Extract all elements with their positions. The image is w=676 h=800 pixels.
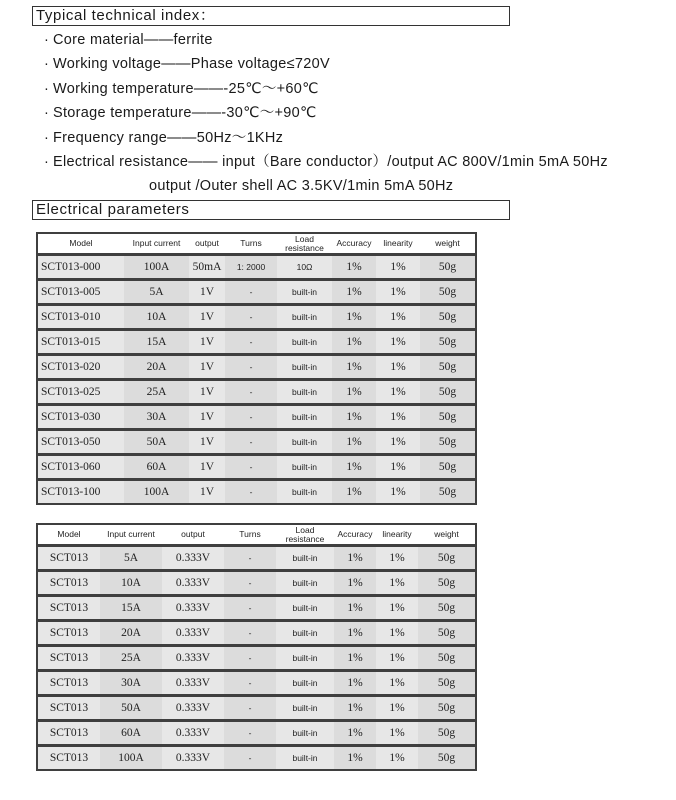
table-cell: 0.333V [162,597,224,619]
table-cell: 1% [376,722,418,744]
table-cell: SCT013 [38,622,100,644]
table-row [38,722,475,744]
table-cell: 1V [189,406,225,428]
table-cell: 0.333V [162,647,224,669]
table-row [38,672,475,694]
table-row [38,456,475,478]
table-cell: 1% [334,572,376,594]
table-cell: 100A [100,747,162,769]
table-cell: - [224,597,276,619]
table-cell: 1% [332,381,376,403]
table-cell: 1V [189,481,225,503]
table-cell: 60A [124,456,189,478]
table-cell: 50g [418,647,475,669]
table-row [38,481,475,503]
table-cell: SCT013-060 [38,456,124,478]
spec-text: Working voltage——Phase voltage≤720V [53,56,330,73]
table-cell: 1% [332,406,376,428]
spec-item-continuation: output /Outer shell AC 3.5KV/1min 5mA 50Hz [149,178,454,195]
table-cell: 100A [124,481,189,503]
table-cell: 1: 2000 [225,256,277,278]
table-cell: SCT013 [38,572,100,594]
table-cell: - [225,331,277,353]
column-header: linearity [376,234,420,253]
table-cell: 1% [376,697,418,719]
table-cell: 50mA [189,256,225,278]
column-header: Load resistance [277,234,332,253]
table-cell: SCT013 [38,722,100,744]
table-cell: - [225,356,277,378]
table-cell: SCT013 [38,672,100,694]
table-row [38,547,475,569]
technical-spec-list [44,28,608,199]
table-cell: SCT013-100 [38,481,124,503]
table-cell: 10A [100,572,162,594]
table-cell: 1% [332,256,376,278]
table-cell: 50g [420,456,475,478]
table-cell: 1% [334,547,376,569]
table-2-header-row [38,525,475,544]
spec-text: Working temperature——-25℃～+60℃ [53,80,319,97]
table-cell: 15A [100,597,162,619]
table-cell: 1% [376,356,420,378]
table-row [38,406,475,428]
table-row [38,356,475,378]
parameters-table-2 [36,523,477,771]
table-cell: 1% [332,431,376,453]
table-row [38,697,475,719]
table-cell: 0.333V [162,622,224,644]
column-header: weight [418,525,475,544]
table-cell: built-in [276,547,334,569]
table-cell: 50g [420,331,475,353]
table-cell: 1% [376,456,420,478]
spec-item: · Working voltage——Phase voltage≤720V [44,56,330,73]
table-cell: built-in [277,406,332,428]
table-cell: - [225,431,277,453]
column-header: Input current [100,525,162,544]
table-row [38,381,475,403]
table-cell: 0.333V [162,672,224,694]
table-cell: 10A [124,306,189,328]
table-1-body [38,234,475,503]
table-cell: 5A [124,281,189,303]
table-cell: - [225,406,277,428]
table-row [38,647,475,669]
table-cell: 1% [334,647,376,669]
table-row [38,256,475,278]
table-cell: 1% [332,281,376,303]
column-header: Model [38,525,100,544]
table-cell: 1% [376,672,418,694]
column-header: Input current [124,234,189,253]
table-cell: 50g [418,622,475,644]
spec-item: · Working temperature——-25℃～+60℃ [44,80,319,97]
table-cell: 1% [376,431,420,453]
table-cell: 5A [100,547,162,569]
column-header: Accuracy [332,234,376,253]
table-cell: 50g [420,306,475,328]
table-cell: 50g [420,356,475,378]
table-cell: 10Ω [277,256,332,278]
table-cell: SCT013-050 [38,431,124,453]
table-cell: - [224,622,276,644]
table-cell: 60A [100,722,162,744]
table-cell: 1% [332,356,376,378]
table-cell: 1V [189,381,225,403]
table-cell: built-in [277,381,332,403]
table-cell: SCT013-025 [38,381,124,403]
table-cell: built-in [276,572,334,594]
table-cell: 50g [418,747,475,769]
table-cell: - [224,722,276,744]
table-cell: 50A [124,431,189,453]
table-cell: 1% [334,722,376,744]
table-cell: built-in [277,481,332,503]
table-cell: - [225,481,277,503]
table-cell: 1% [376,747,418,769]
table-cell: 1V [189,281,225,303]
table-cell: built-in [276,622,334,644]
column-header: weight [420,234,475,253]
table-cell: 50g [418,672,475,694]
column-header: Turns [225,234,277,253]
table-cell: built-in [277,431,332,453]
table-cell: 1% [376,256,420,278]
table-cell: 50g [420,406,475,428]
table-cell: built-in [277,306,332,328]
table-cell: built-in [276,672,334,694]
table-cell: 1V [189,356,225,378]
column-header: linearity [376,525,418,544]
table-cell: - [224,547,276,569]
table-cell: 1% [334,672,376,694]
spec-item: · Storage temperature——-30℃～+90℃ [44,105,317,122]
spec-item: · Electrical resistance—— input（Bare conductor）/output AC 800V/1min 5mA 50Hz [44,153,608,170]
table-cell: - [224,572,276,594]
table-cell: 20A [124,356,189,378]
table-cell: SCT013-030 [38,406,124,428]
table-cell: 1% [376,572,418,594]
table-cell: built-in [276,722,334,744]
table-row [38,572,475,594]
table-cell: 0.333V [162,747,224,769]
table-cell: built-in [277,331,332,353]
table-cell: SCT013-005 [38,281,124,303]
table-row [38,747,475,769]
table-cell: 1% [332,331,376,353]
table-cell: 1V [189,331,225,353]
table-cell: 1% [376,547,418,569]
table-cell: 50g [420,381,475,403]
table-cell: 30A [124,406,189,428]
column-header: Turns [224,525,276,544]
table-cell: 0.333V [162,722,224,744]
table-cell: 1% [376,306,420,328]
table-cell: - [224,747,276,769]
table-cell: 1% [376,647,418,669]
table-cell: - [225,281,277,303]
table-cell: 1% [376,406,420,428]
table-cell: 1% [334,747,376,769]
table-cell: built-in [276,697,334,719]
table-cell: built-in [276,647,334,669]
table-cell: 50g [420,281,475,303]
table-cell: built-in [276,747,334,769]
column-header: Load resistance [276,525,334,544]
column-header: output [162,525,224,544]
table-cell: built-in [277,281,332,303]
table-cell: built-in [276,597,334,619]
table-cell: 1% [376,481,420,503]
table-cell: SCT013 [38,547,100,569]
table-cell: SCT013 [38,697,100,719]
table-2-body [38,525,475,769]
table-cell: 1% [332,306,376,328]
technical-index-header: Typical technical index： [32,6,510,26]
table-cell: 1% [376,597,418,619]
spec-text: Frequency range——50Hz～1KHz [53,129,284,146]
table-row [38,622,475,644]
table-row [38,431,475,453]
table-cell: 30A [100,672,162,694]
table-cell: 15A [124,331,189,353]
table-cell: - [224,647,276,669]
table-cell: 50g [420,256,475,278]
spec-item: · Core material——ferrite [44,32,213,48]
table-cell: - [225,381,277,403]
table-row [38,281,475,303]
table-cell: 0.333V [162,697,224,719]
table-cell: SCT013-020 [38,356,124,378]
table-cell: 0.333V [162,547,224,569]
table-cell: 50g [418,547,475,569]
table-cell: 50A [100,697,162,719]
table-row [38,306,475,328]
table-cell: 1% [332,481,376,503]
table-cell: 1V [189,431,225,453]
table-cell: 1% [376,331,420,353]
table-cell: SCT013-015 [38,331,124,353]
table-cell: 100A [124,256,189,278]
table-cell: 1% [332,456,376,478]
column-header: Model [38,234,124,253]
table-cell: SCT013 [38,597,100,619]
spec-text: Storage temperature——-30℃～+90℃ [53,105,317,122]
table-row [38,597,475,619]
table-cell: 1% [334,697,376,719]
column-header: Accuracy [334,525,376,544]
table-cell: SCT013-000 [38,256,124,278]
table-cell: built-in [277,456,332,478]
table-cell: 50g [418,597,475,619]
table-cell: SCT013 [38,647,100,669]
table-cell: - [225,306,277,328]
table-cell: - [224,672,276,694]
table-cell: SCT013 [38,747,100,769]
table-cell: 1% [334,622,376,644]
table-cell: 1% [376,622,418,644]
table-1-header-row [38,234,475,253]
table-cell: 25A [100,647,162,669]
table-cell: 0.333V [162,572,224,594]
spec-text: Electrical resistance—— input（Bare conductor）/output AC 800V/1min 5mA 50Hz [53,153,608,170]
table-cell: - [225,456,277,478]
table-cell: 1% [376,381,420,403]
table-cell: - [224,697,276,719]
table-cell: 20A [100,622,162,644]
spec-text: Core material——ferrite [53,32,213,48]
table-cell: 25A [124,381,189,403]
table-cell: 1% [376,281,420,303]
table-cell: built-in [277,356,332,378]
parameters-table-1 [36,232,477,505]
table-cell: 1% [334,597,376,619]
column-header: output [189,234,225,253]
table-cell: 1V [189,456,225,478]
table-cell: 50g [418,722,475,744]
table-cell: 50g [420,481,475,503]
spec-item: · Frequency range——50Hz～1KHz [44,129,284,146]
table-row [38,331,475,353]
electrical-parameters-header: Electrical parameters [32,200,510,220]
table-cell: 50g [420,431,475,453]
table-cell: 50g [418,572,475,594]
table-cell: 1V [189,306,225,328]
table-cell: 50g [418,697,475,719]
table-cell: SCT013-010 [38,306,124,328]
